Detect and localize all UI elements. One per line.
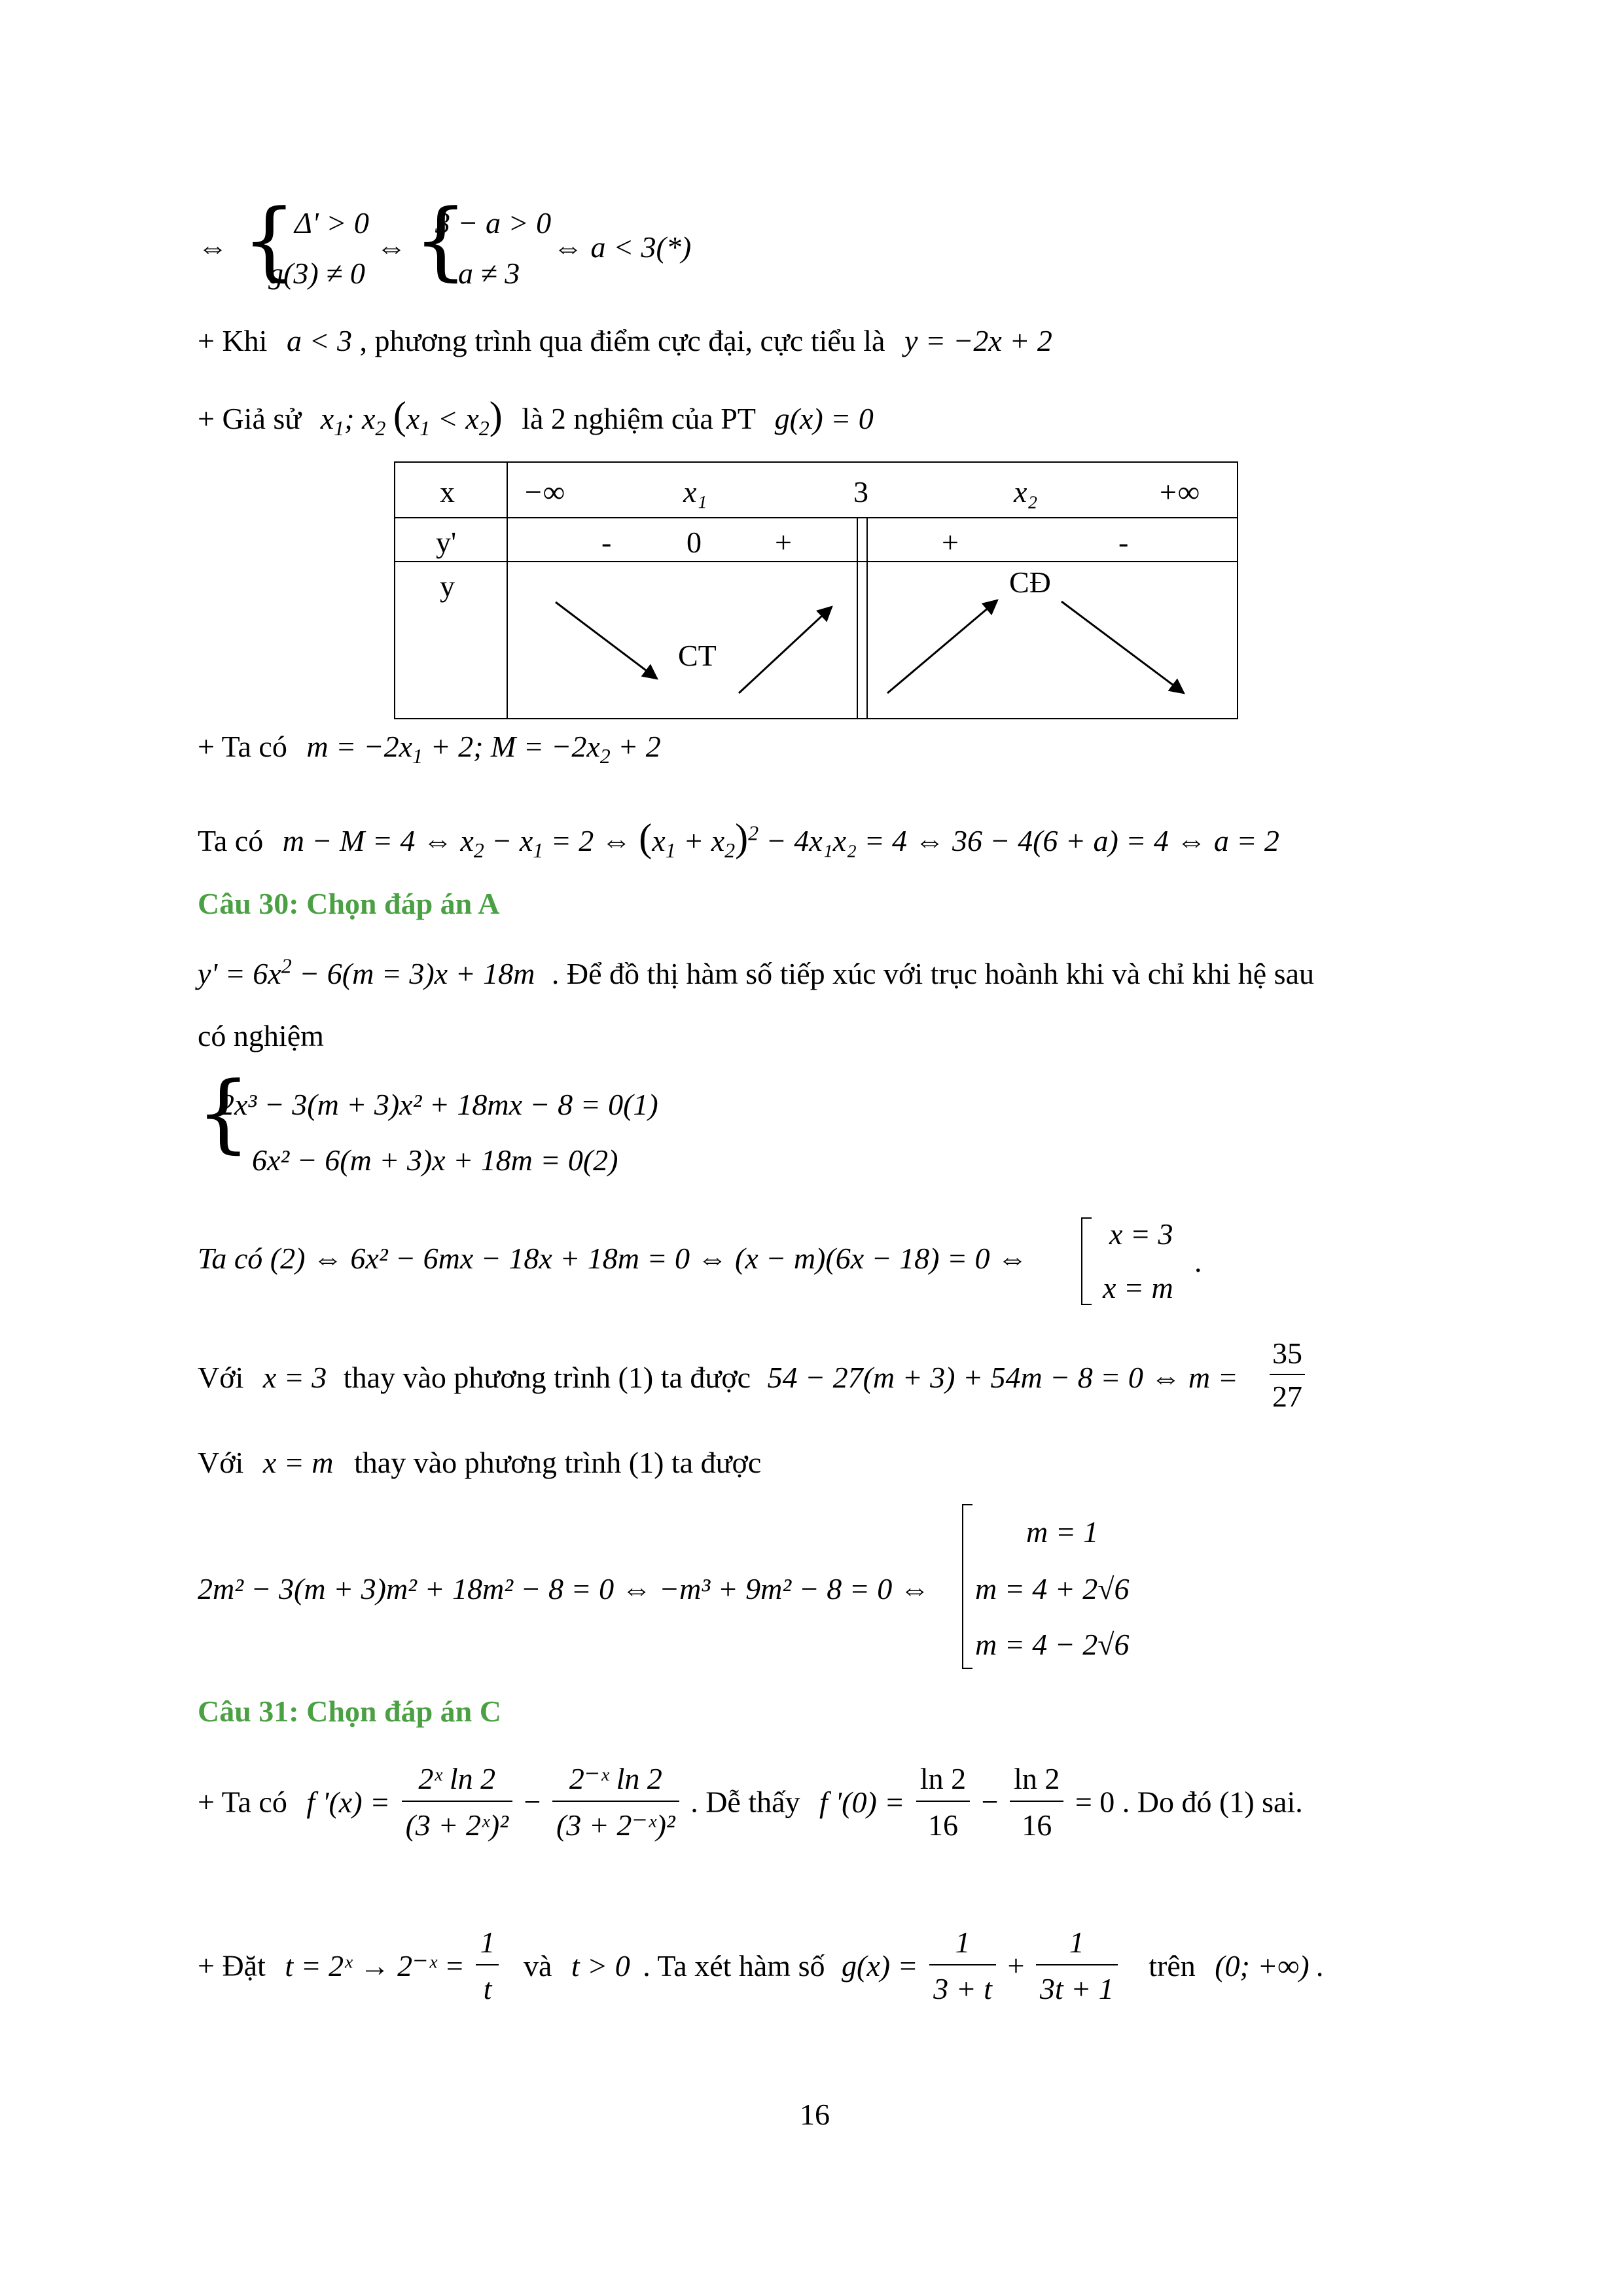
sys1-top: Δ' > 0 [294,206,369,240]
text: là 2 nghiệm của PT [522,402,756,435]
numerator: 1 [1036,1924,1118,1965]
cell-y-label: y [440,569,455,603]
q30-case-m2: m = 4 + 2√6 [975,1572,1130,1605]
fraction [916,1761,970,1843]
cell-dy-label: y' [436,526,457,559]
variation-arrows [395,463,1237,718]
denominator: t [483,1972,492,2006]
math: g(x) = [842,1948,918,1982]
text: thay vào phương trình (1) ta được [354,1446,762,1479]
q30-line-4 [198,1363,1238,1393]
q30-system-eq2: 6x² − 6(m + 3)x + 18m = 0(2) [252,1143,618,1177]
cell-x2: x₂ [1014,475,1038,509]
math: t > 0 [571,1948,630,1982]
math: g(x) = 0 [774,402,874,435]
cell-x-label: x [440,475,455,509]
minus: − [981,1785,999,1819]
result-a-lt-3: ⇔ a < 3(*) [553,230,692,264]
q30-line-1: $y' = 6x^2 - 6(m = 3)x + 18m$ . Để đồ thị hàm số tiếp xúc với trục hoành khi và chỉ khi hệ sau [198,954,1314,990]
text: Với [198,1446,244,1479]
math: f '(0) = [819,1785,905,1819]
fraction [1036,1924,1118,2007]
text: + Ta có [198,730,287,763]
text: + Giả sử [198,402,302,435]
equiv-symbol-1: ⇔ [198,230,228,264]
q30-line-3: Ta có (2) ⇔ 6x² − 6mx − 18x + 18m = 0 ⇔ (x − m)(6x − 18) = 0 ⇔ [198,1242,1028,1275]
plus: + [1007,1948,1025,1982]
brace-2: { [414,190,468,290]
fraction [929,1924,996,2007]
q30-case-m1: m = 1 [1026,1515,1099,1549]
cell-dy-plus-1: + [775,526,792,559]
cell-pos-inf: +∞ [1158,475,1200,509]
arrow-down-2 [1061,601,1184,693]
fraction [552,1761,679,1843]
text: . Để đồ thị hàm số tiếp xúc với trục hoành khi và chỉ khi hệ sau [551,957,1314,990]
denominator: (3 + 2ˣ)² [405,1808,509,1842]
sys2-top: 3 − a > 0 [435,206,552,240]
line-khi [198,326,1052,356]
cell-x1: x₁ [683,475,707,509]
math: t = 2ˣ → 2⁻ˣ = [285,1948,465,1982]
sys2-bottom: a ≠ 3 [458,257,520,290]
arrow-down-1 [556,602,657,679]
cell-dy-minus-2: - [1118,526,1129,559]
q30-case-xm: x = m [1103,1271,1173,1304]
numerator: 2ˣ ln 2 [402,1761,512,1802]
q30-case-m3: m = 4 − 2√6 [975,1628,1130,1661]
math: y = −2x + 2 [904,324,1052,357]
text: + Ta có [198,1785,287,1819]
line-ta-co-m-M: Ta có m − M = 4 ⇔ $x_2 - x_1 = 2$ ⇔ $(x_1 + x_2)^2 - 4x_1x_2 = 4$ ⇔ 36 − 4(6 + a) = 4 ⇔ a = 2 [198,816,1279,863]
q30-system-brace: { [196,1063,251,1162]
q30-bracket-2 [962,1504,972,1669]
equiv-symbol-2: ⇔ [376,230,406,264]
numerator: ln 2 [1010,1761,1063,1802]
denominator: 3 + t [933,1972,992,2006]
cell-cd: CĐ [1009,565,1051,599]
fraction [402,1761,512,1843]
numerator: 2⁻ˣ ln 2 [552,1761,679,1802]
text: trên [1149,1948,1196,1982]
text: . Ta xét hàm số [643,1948,825,1982]
q30-line-2: có nghiệm [198,1019,324,1052]
numerator: 1 [476,1924,499,1965]
math: (0; +∞) . [1215,1948,1325,1982]
line-ta-co-m: + Ta có $m = -2x_1 + 2$; $M = -2x_2 + 2$ [198,730,661,768]
fraction [476,1924,499,2007]
math-tail: − 4x₁x₂ = 4 ⇔ 36 − 4(6 + a) = 4 ⇔ a = 2 [766,824,1279,857]
question-30-title: Câu 30: Chọn đáp án A [198,887,500,920]
text: Ta có [198,824,264,857]
q30-line-6: 2m² − 3(m + 3)m² + 18m² − 8 = 0 ⇔ −m³ + 9m² − 8 = 0 ⇔ [198,1572,930,1605]
sys1-bottom: g(3) ≠ 0 [268,257,365,290]
text: thay vào phương trình (1) ta được [343,1361,751,1394]
denominator: (3 + 2⁻ˣ)² [556,1808,675,1842]
cell-3: 3 [853,475,868,509]
text: . Dễ thấy [690,1785,800,1819]
q30-case-x3: x = 3 [1109,1217,1173,1251]
question-31-title: Câu 31: Chọn đáp án C [198,1695,501,1728]
fraction [1010,1761,1063,1843]
q31-line-2 [198,1924,1325,2007]
q30-bracket-1 [1081,1217,1092,1305]
cell-dy-minus-1: - [601,526,612,559]
cell-dy-plus-2: + [942,526,959,559]
page-number: 16 [800,2098,830,2131]
minus: − [524,1785,541,1819]
variation-table [394,461,1238,719]
denominator: 3t + 1 [1039,1972,1114,2006]
text: + Đặt [198,1948,266,1982]
denominator: 16 [927,1808,958,1842]
cell-dy-zero: 0 [687,526,702,559]
denominator: 16 [1022,1808,1052,1842]
text: = 0 . Do đó (1) sai. [1075,1785,1303,1819]
text: , phương trình qua điểm cực đại, cực tiểu là [359,324,885,357]
math: x = 3 [262,1361,327,1394]
cell-ct: CT [678,639,717,672]
q30-fraction-35-27 [1270,1338,1305,1412]
math: x = m [262,1446,334,1479]
math: a < 3 [286,324,352,357]
text: + Khi [198,324,268,357]
cell-neg-inf: −∞ [523,475,565,509]
brace-1: { [242,190,296,290]
line-gia-su: + Giả sử $x_1$; $x_2$ $(x_1 < x_2)$ là 2 nghiệm của PT g(x) = 0 [198,394,874,440]
text: Với [198,1361,244,1394]
numerator: 35 [1270,1338,1305,1375]
math: 54 − 27(m + 3) + 54m − 8 = 0 ⇔ m = [767,1361,1238,1394]
numerator: 1 [929,1924,996,1965]
q30-line-5 [198,1448,761,1478]
numerator: ln 2 [916,1761,970,1802]
q30-system-eq1: 2x³ − 3(m + 3)x² + 18mx − 8 = 0(1) [219,1088,658,1121]
text: và [523,1948,552,1982]
period: . [1194,1245,1202,1278]
q31-line-1 [198,1761,1303,1843]
math: f '(x) = [306,1785,391,1819]
arrow-up-1 [739,607,832,693]
arrow-up-2 [887,600,997,693]
denominator: 27 [1272,1380,1302,1413]
